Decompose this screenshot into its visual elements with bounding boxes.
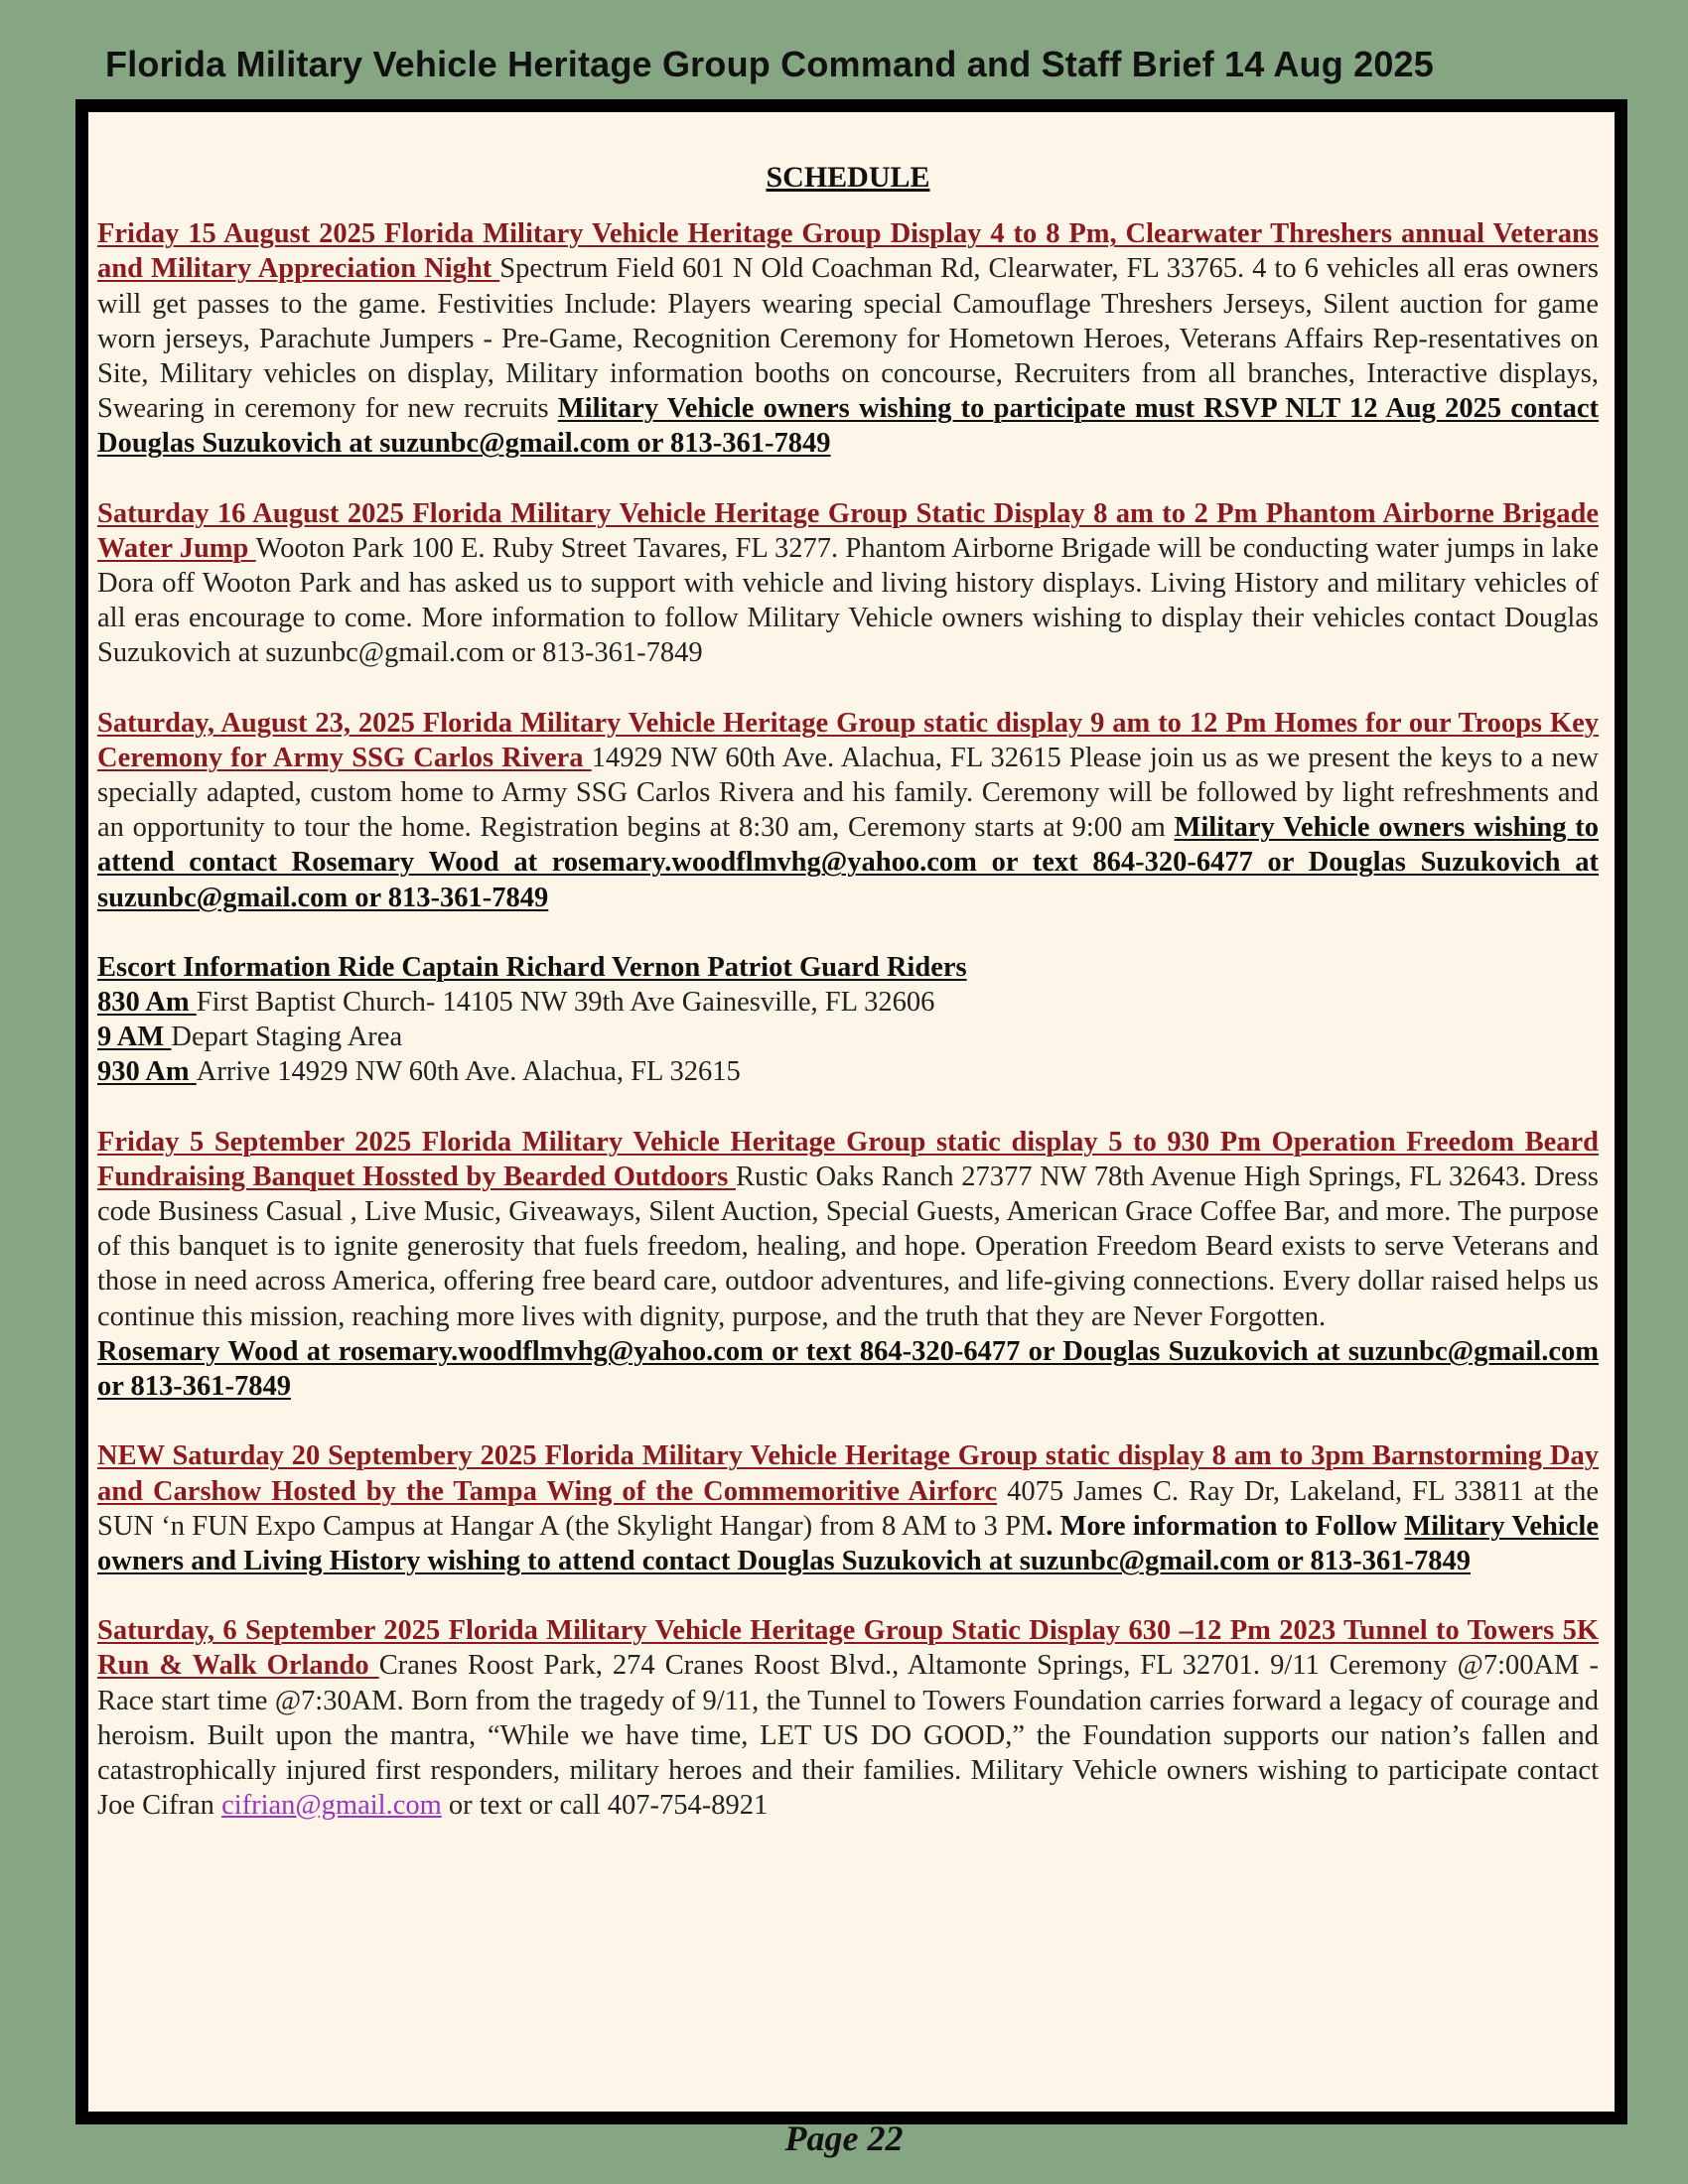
escort-time: 930 Am [97, 1056, 197, 1088]
event-item [97, 1125, 1599, 1405]
event-item [97, 216, 1599, 461]
escort-row [97, 985, 1599, 1020]
escort-text: Arrive 14929 NW 60th Ave. Alachua, FL 32615 [196, 1056, 741, 1088]
event-contact: Military Vehicle owners and Living History wishing to attend contact Douglas Suzukovich at suzunbc@gmail.com or 813-361-7849 [97, 1510, 1599, 1576]
event-title: Friday 5 September 2025 Florida Military Vehicle Heritage Group static display 5 to 930 Pm Operation Freedom Beard Fundraising Banquet Hossted by Bearded Outdoors [97, 1126, 1599, 1192]
email-link[interactable]: cifrian@gmail.com [221, 1790, 442, 1822]
page-header-title: Florida Military Vehicle Heritage Group Command and Staff Brief 14 Aug 2025 [105, 44, 1434, 84]
escort-title: Escort Information Ride Captain Richard Vernon Patriot Guard Riders [97, 951, 967, 983]
event-item [97, 1613, 1599, 1823]
event-note: . More information to Follow [1046, 1510, 1405, 1542]
event-title: Saturday, 6 September 2025 Florida Military Vehicle Heritage Group Static Display 630 –12 Pm 2023 Tunnel to Towers 5K Run & Walk Orlando [97, 1615, 1599, 1682]
event-item [97, 1438, 1599, 1578]
escort-text: First Baptist Church- 14105 NW 39th Ave Gainesville, FL 32606 [196, 987, 935, 1019]
event-description: 14929 NW 60th Ave. Alachua, FL 32615 Please join us as we present the keys to a new specially adapted, custom home to Army SSG Carlos Rivera and his family. Ceremony will be followed by light refreshments and an opportunity to tour the home. Registration begins at 8:30 am, Ceremony starts at 9:00 am [97, 742, 1600, 844]
content-frame [75, 99, 1627, 2124]
escort-time: 830 Am [97, 987, 197, 1019]
event-item [97, 496, 1599, 671]
page-number: Page 22 [784, 2118, 904, 2158]
escort-row [97, 1054, 1599, 1089]
escort-row [97, 1020, 1599, 1054]
event-description-tail: or text or call 407-754-8921 [441, 1790, 769, 1822]
content-panel [88, 112, 1615, 2112]
event-description: Wooton Park 100 E. Ruby Street Tavares, FL 3277. Phantom Airborne Brigade will be conducting water jumps in lake Dora off Wooton Park and has asked us to support with vehicle and living history displays. Living History and military vehicles of all eras encourage to come. More information to follow Military Vehicle owners wishing to display their vehicles contact Douglas Suzukovich at suzunbc@gmail.com or 813-361-7849 [97, 532, 1599, 669]
schedule-heading: SCHEDULE [766, 161, 930, 194]
schedule-content [97, 160, 1599, 1857]
event-description: 4075 James C. Ray Dr, Lakeland, FL 33811 at the SUN ‘n FUN Expo Campus at Hangar A (the Skylight Hangar) from 8 AM to 3 PM [97, 1475, 1600, 1542]
event-contact: Rosemary Wood at rosemary.woodflmvhg@yahoo.com or text 864-320-6477 or Douglas Suzukovich at suzunbc@gmail.com or 813-361-7849 [97, 1335, 1599, 1403]
event-title: Friday 15 August 2025 Florida Military Vehicle Heritage Group Display 4 to 8 Pm, Clearwater Threshers annual Veterans and Military Appreciation Night [97, 218, 1599, 285]
escort-text: Depart Staging Area [171, 1022, 403, 1053]
event-description: Rustic Oaks Ranch 27377 NW 78th Avenue High Springs, FL 32643. Dress code Business Casual , Live Music, Giveaways, Silent Auction, Special Guests, American Grace Coffee Bar, and more. The purpose of this banquet is to ignite generosity that fuels freedom, healing, and hope. Operation Freedom Beard exists to serve Veterans and those in need across America, offering free beard care, outdoor adventures, and life-giving connections. Every dollar raised helps us continue this mission, reaching more lives with dignity, purpose, and the truth that they are Never Forgotten. [97, 1160, 1599, 1332]
event-contact: Military Vehicle owners wishing to participate must RSVP NLT 12 Aug 2025 contact Douglas Suzukovich at suzunbc@gmail.com or 813-361-7849 [97, 393, 1600, 460]
event-title: NEW Saturday 20 Septembery 2025 Florida Military Vehicle Heritage Group static display 8 am to 3pm Barnstorming Day and Carshow Hosted by the Tampa Wing of the Commemoritive Airforc [97, 1440, 1599, 1507]
event-contact: Military Vehicle owners wishing to attend contact Rosemary Wood at rosemary.woodflmvhg@yahoo.com or text 864-320-6477 or Douglas Suzukovich at suzunbc@gmail.com or 813-361-7849 [97, 812, 1599, 913]
event-item [97, 706, 1599, 915]
event-title: Saturday, August 23, 2025 Florida Military Vehicle Heritage Group static display 9 am to 12 Pm Homes for our Troops Key Ceremony for Army SSG Carlos Rivera [97, 707, 1599, 773]
escort-time: 9 AM [97, 1022, 172, 1053]
event-description: Cranes Roost Park, 274 Cranes Roost Blvd., Altamonte Springs, FL 32701. 9/11 Ceremony @7:00AM - Race start time @7:30AM. Born from the tragedy of 9/11, the Tunnel to Towers Foundation carries forward a legacy of courage and heroism. Built upon the mantra, “While we have time, LET US DO GOOD,” the Foundation supports our nation’s fallen and catastrophically injured first responders, military heroes and their families. Military Vehicle owners wishing to participate contact Joe Cifran [97, 1650, 1599, 1822]
event-description: Spectrum Field 601 N Old Coachman Rd, Clearwater, FL 33765. 4 to 6 vehicles all eras owners will get passes to the game. Festivities Include: Players wearing special Camouflage Threshers Jerseys, Silent auction for game worn jerseys, Parachute Jumpers - Pre-Game, Recognition Ceremony for Hometown Heroes, Veterans Affairs Rep-resentatives on Site, Military vehicles on display, Military information booths on concourse, Recruiters from all branches, Interactive displays, Swearing in ceremony for new recruits [97, 253, 1599, 425]
event-title: Saturday 16 August 2025 Florida Military Vehicle Heritage Group Static Display 8 am to 2 Pm Phantom Airborne Brigade Water Jump [97, 497, 1599, 564]
escort-info [97, 950, 1599, 1090]
